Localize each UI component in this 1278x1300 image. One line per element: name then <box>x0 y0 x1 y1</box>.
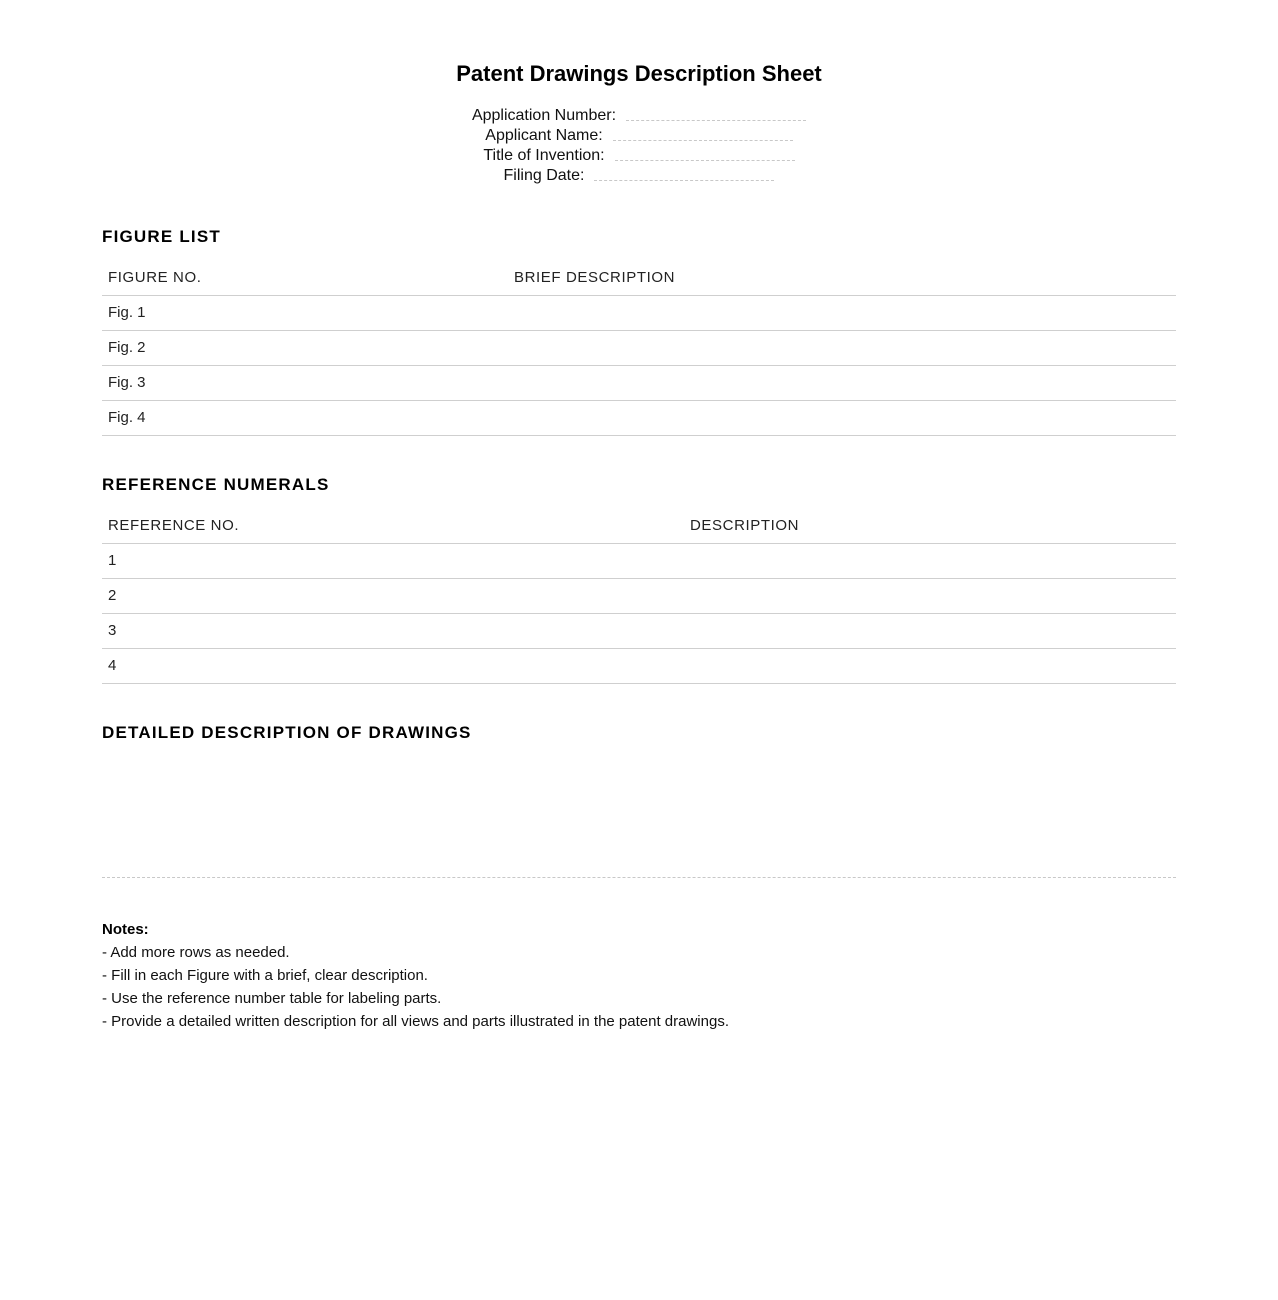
figure-description-field[interactable] <box>508 331 1176 365</box>
applicant-name-row <box>102 126 1176 146</box>
detailed-description-field[interactable] <box>102 760 1176 878</box>
reference-number: 3 <box>108 622 117 639</box>
figure-list-table <box>102 260 1176 436</box>
reference-numerals-table <box>102 508 1176 684</box>
notes-section <box>102 918 1176 1033</box>
applicant-name-label: Applicant Name: <box>485 127 603 144</box>
notes-title: Notes: <box>102 921 149 938</box>
table-row <box>102 544 1176 579</box>
filing-date-field[interactable] <box>594 166 774 181</box>
reference-number: 1 <box>108 552 117 569</box>
figure-number: Fig. 1 <box>108 304 146 321</box>
column-header-reference-no: REFERENCE NO. <box>108 517 240 534</box>
detailed-description-heading: DETAILED DESCRIPTION OF DRAWINGS <box>102 723 472 742</box>
figure-description-field[interactable] <box>508 401 1176 435</box>
column-header-description: DESCRIPTION <box>690 517 800 534</box>
column-header-figure-no: FIGURE NO. <box>108 269 202 286</box>
figure-number: Fig. 3 <box>108 374 146 391</box>
reference-description-field[interactable] <box>684 649 1176 683</box>
column-header-brief-description: BRIEF DESCRIPTION <box>514 269 676 286</box>
figure-number: Fig. 4 <box>108 409 146 426</box>
page-title: Patent Drawings Description Sheet <box>456 61 822 86</box>
filing-date-row <box>102 166 1176 186</box>
reference-number: 4 <box>108 657 117 674</box>
table-row <box>102 614 1176 649</box>
note-item: - Add more rows as needed. <box>102 944 290 961</box>
reference-description-field[interactable] <box>684 544 1176 578</box>
note-item: - Provide a detailed written description for all views and parts illustrated in the patent drawings. <box>102 1013 729 1030</box>
reference-numerals-heading: REFERENCE NUMERALS <box>102 475 330 494</box>
table-header <box>102 260 1176 296</box>
filing-date-label: Filing Date: <box>503 167 585 184</box>
title-of-invention-row <box>102 146 1176 166</box>
table-row <box>102 366 1176 401</box>
reference-description-field[interactable] <box>684 614 1176 648</box>
title-of-invention-label: Title of Invention: <box>483 147 605 164</box>
applicant-name-field[interactable] <box>613 126 793 141</box>
table-row <box>102 579 1176 614</box>
title-of-invention-field[interactable] <box>615 146 795 161</box>
reference-description-field[interactable] <box>684 579 1176 613</box>
application-number-field[interactable] <box>626 106 806 121</box>
application-info <box>102 106 1176 186</box>
figure-number: Fig. 2 <box>108 339 146 356</box>
application-number-label: Application Number: <box>471 107 617 124</box>
table-header <box>102 508 1176 544</box>
note-item: - Fill in each Figure with a brief, clear description. <box>102 967 428 984</box>
table-row <box>102 649 1176 684</box>
application-number-row <box>102 106 1176 126</box>
figure-description-field[interactable] <box>508 296 1176 330</box>
reference-number: 2 <box>108 587 117 604</box>
note-item: - Use the reference number table for labeling parts. <box>102 990 442 1007</box>
figure-list-heading: FIGURE LIST <box>102 227 221 246</box>
figure-description-field[interactable] <box>508 366 1176 400</box>
table-row <box>102 296 1176 331</box>
table-row <box>102 401 1176 436</box>
table-row <box>102 331 1176 366</box>
